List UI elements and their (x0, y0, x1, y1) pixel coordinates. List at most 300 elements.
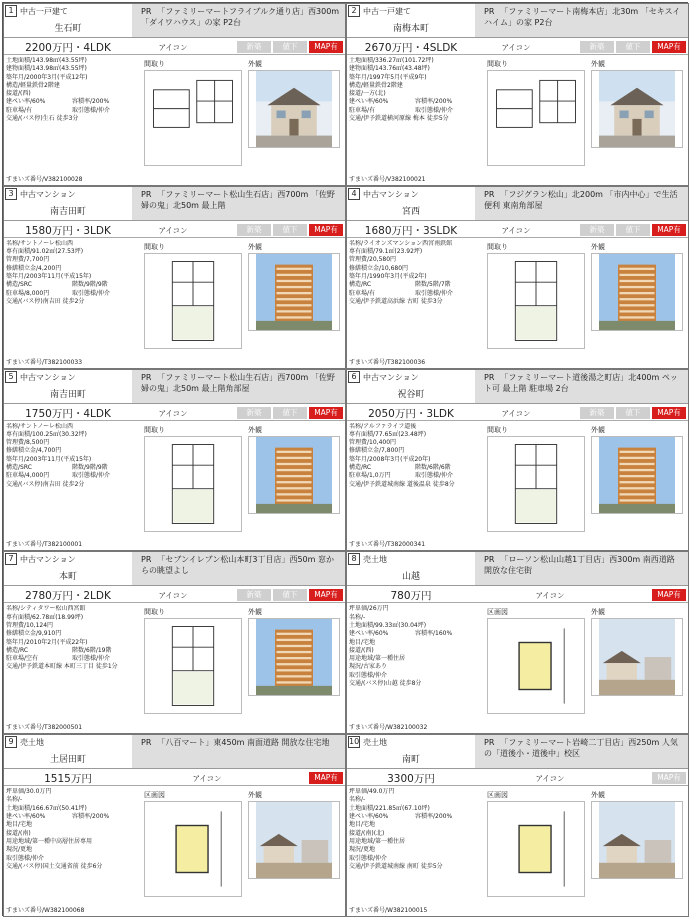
property-type: 売土地 (363, 738, 387, 748)
detail-row: 現況/古家あり (349, 663, 388, 671)
detail-row: 管理費/8,500円 (6, 439, 50, 447)
price-bar (347, 586, 688, 603)
detail-row (349, 98, 477, 106)
listing-header (347, 735, 688, 769)
exterior-label: 外観 (248, 608, 262, 617)
icon-label: アイコン (158, 43, 188, 52)
detail-value: 階数/9階/9階 (72, 464, 108, 472)
listing-card[interactable] (346, 551, 689, 734)
pr-label: PR (484, 738, 495, 748)
listing-card[interactable] (346, 734, 689, 917)
icon-label: アイコン (158, 408, 188, 418)
detail-row: 用途地域/第一種住居 (349, 655, 406, 663)
new-tag: 新築 (580, 41, 614, 53)
exterior-label: 外観 (591, 791, 605, 800)
exterior-photo[interactable] (248, 618, 340, 696)
detail-value: 駐車場/8,000円 (6, 289, 50, 297)
pr-label: PR (141, 372, 152, 382)
new-tag: 新築 (237, 407, 271, 419)
listing-header (4, 187, 345, 221)
property-details (6, 788, 134, 871)
detail-row: 交通/(バス停)山越 徒歩8分 (349, 680, 422, 688)
detail-row: 専有面積/62.78㎡(18.99坪) (6, 613, 84, 621)
price: 1515万円 (44, 773, 92, 786)
listing-number: 10 (349, 737, 360, 747)
exterior-label: 外観 (591, 425, 605, 434)
property-type: 中古マンション (363, 372, 419, 382)
price: 1680万円・3SLDK (364, 224, 458, 237)
pr-text (475, 4, 689, 37)
exterior-label: 外観 (248, 242, 262, 251)
detail-row: 築年月/2010年2月(平成22年) (6, 638, 88, 646)
listing-code: すまいズ番号/T382100033 (6, 358, 83, 366)
detail-row: 交通/伊予鉄道本町線 本町三丁目 徒歩1分 (6, 663, 118, 671)
exterior-photo[interactable] (248, 253, 340, 331)
listing-grid (2, 2, 688, 916)
pr-label: PR (141, 738, 152, 748)
detail-value: 建ぺい率/60% (349, 813, 389, 821)
price-bar (4, 221, 345, 238)
listing-header (347, 552, 688, 586)
exterior-photo[interactable] (591, 801, 683, 879)
detail-row (349, 290, 477, 298)
town-name: 山越 (401, 572, 420, 583)
listing-header (347, 187, 688, 221)
map-button[interactable]: MAP有 (652, 589, 686, 601)
tag-group (580, 407, 686, 419)
detail-value: 取引態様/仲介 (72, 289, 111, 297)
detail-value: 構造/RC (349, 464, 372, 472)
price: 2050万円・3LDK (368, 407, 454, 420)
floorplan-label: 間取り (144, 242, 165, 251)
price-bar (4, 769, 345, 786)
pr-text (132, 187, 346, 220)
detail-row: 土地面積/336.27㎡(101.72坪) (349, 57, 434, 64)
listing-header (347, 4, 688, 38)
listing-card[interactable] (3, 3, 346, 186)
detail-value: 建ぺい率/60% (6, 98, 46, 106)
property-type: 中古マンション (20, 189, 76, 199)
detail-row: 専有面積/91.02㎡(27.53坪) (6, 248, 84, 256)
tag-group (652, 589, 686, 601)
floorplan-image[interactable] (487, 253, 585, 349)
pr-label: PR (141, 7, 152, 16)
property-type: 中古一戸建て (20, 7, 68, 16)
detail-value: 階数/9階/9階 (72, 281, 108, 289)
map-button[interactable]: MAP有 (309, 772, 343, 784)
detail-row (6, 472, 134, 480)
listing-code: すまいズ番号/T382000501 (6, 724, 83, 732)
detail-row (6, 98, 134, 106)
detail-row: 交通/(バス停)南吉田 徒歩2分 (6, 297, 85, 305)
listing-number: 3 (5, 188, 17, 200)
exterior-label: 外観 (248, 60, 262, 68)
icon-label: アイコン (158, 591, 188, 601)
floorplan-image[interactable] (144, 70, 242, 166)
town-name: 祝谷町 (397, 389, 425, 400)
icon-label: アイコン (192, 774, 222, 784)
exterior-label: 外観 (248, 791, 262, 800)
detail-row: 取引態様/仲介 (6, 854, 45, 862)
detail-row: 名称/アルファライフ道後 (349, 422, 417, 430)
detail-row: 修繕積立金/9,910円 (6, 630, 62, 638)
pr-description: 「ファミリーマート岩崎二丁目店」西250m 人気の「道後小・道後中」校区 (484, 738, 678, 759)
pr-description: 「ファミリーマートフライブルク通り店」西300m 「ダイワハウス」の家 P2台 (141, 7, 340, 27)
floorplan-label: 間取り (144, 60, 165, 68)
detail-row: 名称/- (349, 613, 366, 621)
pr-text (475, 735, 689, 768)
listing-card[interactable] (346, 3, 689, 186)
pr-description: 「フジグラン松山」北200m 「市内中心」で生活便利 東南角部屋 (484, 189, 678, 210)
new-tag: 新築 (237, 224, 271, 236)
detail-row: 修繕積立金/10,680円 (349, 264, 409, 272)
detail-row (6, 281, 134, 289)
detail-value: 取引態様/仲介 (415, 106, 454, 114)
reduced-tag: 値下 (273, 589, 307, 601)
town-name: 南吉田町 (49, 206, 86, 217)
reduced-tag: 値下 (616, 224, 650, 236)
tag-group (237, 589, 343, 601)
listing-card[interactable] (3, 734, 346, 917)
price: 2780万円・2LDK (25, 590, 111, 603)
detail-row: 接道/(西) (6, 90, 31, 98)
pr-text (475, 370, 689, 403)
price-bar (347, 221, 688, 238)
detail-row: 築年月/2003年11月(平成15年) (6, 272, 92, 280)
listing-code: すまいズ番号/T382100036 (349, 358, 426, 366)
pr-description: 「ファミリーマート松山生石店」西700m 「佐野婦の鬼」北50m 最上階角部屋 (141, 372, 335, 393)
listing-code: すまいズ番号/V382100028 (6, 175, 83, 183)
exterior-photo[interactable] (591, 253, 683, 331)
listing-code: すまいズ番号/W382100068 (6, 906, 85, 914)
detail-value: 取引態様/仲介 (72, 655, 111, 663)
price-bar (347, 404, 688, 421)
detail-row: 取引態様/仲介 (349, 854, 388, 862)
property-details (6, 605, 134, 671)
town-name: 生石町 (54, 24, 82, 34)
map-button[interactable]: MAP有 (652, 772, 686, 784)
pr-label: PR (484, 555, 495, 565)
property-type: 売土地 (20, 738, 44, 748)
detail-row: 用途地域/第一種住居 (349, 837, 406, 845)
town-name: 南梅本町 (392, 24, 429, 34)
property-details (349, 57, 477, 123)
detail-value: 容積率/200% (72, 813, 110, 821)
detail-row: 名称/サントノーレ松山西 (6, 239, 74, 247)
pr-label: PR (141, 555, 152, 565)
detail-row: 修繕積立金/4,200円 (6, 264, 62, 272)
exterior-label: 外観 (591, 242, 605, 251)
property-details (6, 423, 134, 489)
pr-text (475, 187, 689, 220)
price-bar (4, 404, 345, 421)
price: 780万円 (390, 590, 432, 603)
detail-row: 築年月/1997年5月(平成9年) (349, 73, 427, 81)
price-bar (347, 38, 688, 55)
listing-number: 6 (348, 371, 360, 383)
listing-code: すまいズ番号/T382000341 (349, 541, 426, 549)
price: 3300万円 (387, 773, 435, 786)
detail-row: 建物面積/143.76㎡(43.48坪) (349, 65, 430, 73)
detail-row: 現況/更地 (349, 846, 376, 854)
detail-value: 容積率/160% (415, 630, 453, 638)
listing-header (4, 370, 345, 404)
detail-row: 管理費/10,400円 (349, 439, 397, 447)
listing-header (4, 552, 345, 586)
reduced-tag: 値下 (273, 407, 307, 419)
pr-text (132, 735, 346, 768)
detail-row: 修繕積立金/7,800円 (349, 447, 405, 455)
property-details (6, 240, 134, 306)
detail-value: 取引態様/仲介 (415, 472, 454, 480)
floorplan-image[interactable] (144, 253, 242, 349)
tag-group (652, 772, 686, 784)
map-button[interactable]: MAP有 (652, 41, 686, 53)
exterior-photo[interactable] (248, 70, 340, 148)
floorplan-label: 区画図 (487, 791, 508, 800)
pr-description: 「ファミリーマート松山生石店」西700m 「佐野婦の鬼」北50m 最上階 (141, 189, 335, 210)
pr-text (132, 4, 346, 37)
detail-row: 交通/伊予鉄道城南線 南町 徒歩5分 (349, 862, 443, 870)
floorplan-image[interactable] (487, 70, 585, 166)
detail-row: 交通/(バス停)国土交通省前 徒歩6分 (6, 862, 103, 870)
detail-value: 容積率/200% (415, 98, 453, 106)
pr-label: PR (484, 372, 495, 382)
detail-row: 名称/- (349, 796, 366, 804)
exterior-photo[interactable] (248, 436, 340, 514)
reduced-tag: 値下 (273, 224, 307, 236)
detail-row: 接道/(西) (349, 646, 374, 654)
town-name: 南吉田町 (49, 389, 86, 400)
property-type: 中古一戸建て (363, 7, 411, 16)
detail-row: 名称/シティタワー松山西宮館 (6, 605, 86, 613)
floorplan-label: 間取り (487, 425, 508, 434)
property-details (6, 57, 134, 123)
detail-row (6, 290, 134, 298)
detail-row: 名称/- (6, 796, 23, 804)
exterior-label: 外観 (248, 425, 262, 434)
property-type: 中古マンション (20, 372, 76, 382)
floorplan-image[interactable] (487, 801, 585, 897)
price: 1750万円・4LDK (25, 407, 111, 420)
detail-row: 土地面積/99.33㎡(30.04坪) (349, 621, 427, 629)
floorplan-image[interactable] (144, 618, 242, 714)
detail-row (349, 107, 477, 115)
detail-row: 交通/伊予鉄道高浜線 古町 徒歩3分 (349, 297, 443, 305)
new-tag: 新築 (580, 407, 614, 419)
detail-row: 管理費/10,124円 (6, 621, 54, 629)
detail-row: 土地面積/221.85㎡(67.10坪) (349, 804, 430, 812)
detail-value: 駐車場/有 (349, 289, 376, 297)
detail-row (6, 107, 134, 115)
listing-card[interactable] (3, 551, 346, 734)
reduced-tag: 値下 (273, 41, 307, 53)
detail-row: 交通/(バス停)南吉田 徒歩2分 (6, 480, 85, 488)
detail-value: 取引態様/仲介 (415, 289, 454, 297)
detail-row: 坪単価/30.0万円 (6, 788, 52, 796)
detail-value: 階数/6階/6階 (415, 464, 451, 472)
detail-row: 名称/サントノーレ松山西 (6, 422, 74, 430)
icon-label: アイコン (501, 43, 531, 52)
floorplan-label: 間取り (487, 60, 508, 68)
listing-card[interactable] (3, 186, 346, 369)
price-bar (347, 769, 688, 786)
listing-code: すまいズ番号/V382100021 (349, 175, 426, 183)
floorplan-image[interactable] (144, 436, 242, 532)
map-button[interactable]: MAP有 (309, 407, 343, 419)
listing-code: すまいズ番号/W382100015 (349, 906, 428, 914)
detail-row: 用途地域/第一種中高層住居専用 (6, 837, 93, 845)
detail-row: 坪単価/26万円 (349, 605, 389, 613)
reduced-tag: 値下 (616, 407, 650, 419)
icon-label: アイコン (501, 225, 531, 235)
detail-row: 築年月/2000年3月(平成12年) (6, 73, 88, 81)
map-button[interactable]: MAP有 (309, 224, 343, 236)
listing-header (4, 4, 345, 38)
price: 1580万円・3LDK (25, 224, 111, 237)
detail-row: 建物面積/143.98㎡(43.55坪) (6, 65, 87, 73)
listing-number: 9 (5, 736, 17, 748)
town-name: 土居田町 (49, 755, 86, 766)
detail-row: 修繕積立金/4,700円 (6, 447, 62, 455)
map-button[interactable]: MAP有 (652, 407, 686, 419)
listing-card[interactable] (346, 186, 689, 369)
detail-row: 構造/軽量鉄骨2階建 (6, 81, 60, 89)
detail-value: 容積率/200% (72, 98, 110, 106)
detail-row: 交通/伊予鉄道横河原線 梅本 徒歩5分 (349, 115, 449, 123)
exterior-label: 外観 (591, 60, 605, 68)
floorplan-label: 間取り (144, 608, 165, 617)
listing-header (4, 735, 345, 769)
detail-value: 構造/RC (6, 646, 29, 654)
listing-number: 2 (348, 5, 360, 17)
detail-row: 専有面積/79.1㎡(23.92坪) (349, 248, 423, 256)
new-tag: 新築 (580, 224, 614, 236)
town-name: 南町 (401, 755, 420, 766)
floorplan-label: 間取り (144, 425, 165, 434)
detail-value: 駐車場/1,0万円 (349, 472, 391, 480)
new-tag: 新築 (237, 41, 271, 53)
listing-card[interactable] (3, 369, 346, 552)
tag-group (237, 407, 343, 419)
detail-row: 名称/ライオンズマンション西宮南鉄館 (349, 239, 453, 247)
detail-row: 交通/伊予鉄道城南線 道後温泉 徒歩8分 (349, 480, 455, 488)
detail-value: 階数/6階/19階 (72, 646, 112, 654)
detail-row: 管理費/7,700円 (6, 256, 50, 264)
exterior-photo[interactable] (591, 618, 683, 696)
property-details (349, 423, 477, 489)
detail-value: 容積率/200% (415, 813, 453, 821)
listing-number: 5 (5, 371, 17, 383)
floorplan-image[interactable] (487, 618, 585, 714)
detail-row (349, 281, 477, 289)
price: 2200万円・4LDK (25, 42, 111, 54)
map-button[interactable]: MAP有 (309, 41, 343, 53)
icon-label: アイコン (158, 225, 188, 235)
listing-number: 8 (348, 553, 360, 565)
detail-row: 地目/宅地 (349, 821, 376, 829)
price-bar (4, 38, 345, 55)
detail-value: 取引態様/仲介 (72, 472, 111, 480)
map-button[interactable]: MAP有 (309, 589, 343, 601)
listing-number: 1 (5, 5, 17, 17)
detail-row: 坪単価/49.0万円 (349, 788, 395, 796)
pr-label: PR (484, 7, 495, 16)
pr-description: 「ローソン松山山越1丁目店」西300m 南西道路 開放な住宅街 (484, 555, 675, 576)
floorplan-label: 区画図 (487, 608, 508, 617)
detail-value: 建ぺい率/60% (349, 98, 389, 106)
detail-value: 駐車場/4,000円 (6, 472, 50, 480)
detail-row: 取引態様/仲介 (349, 671, 388, 679)
detail-row: 交通/(バス停)生石 徒歩3分 (6, 115, 79, 123)
property-type: 中古マンション (20, 555, 76, 565)
listing-number: 4 (348, 188, 360, 200)
property-type: 中古マンション (363, 189, 419, 199)
detail-row: 接道/一方(北) (349, 90, 386, 98)
detail-value: 構造/RC (349, 281, 372, 289)
detail-row: 土地面積/166.67㎡(50.41坪) (6, 804, 87, 812)
tag-group (309, 772, 343, 784)
exterior-label: 外観 (591, 608, 605, 617)
price-bar (4, 586, 345, 603)
listing-number: 7 (5, 553, 17, 565)
detail-row: 築年月/1990年3月(平成2年) (349, 272, 427, 280)
listing-code: すまいズ番号/T382100001 (6, 541, 83, 549)
floorplan-image[interactable] (144, 801, 242, 897)
detail-value: 取引態様/仲介 (72, 106, 111, 114)
detail-row: 接道/(南)(北) (349, 829, 385, 837)
pr-label: PR (484, 189, 495, 199)
reduced-tag: 値下 (616, 41, 650, 53)
detail-row: 専有面積/100.25㎡(30.32坪) (6, 430, 87, 438)
floorplan-label: 間取り (487, 242, 508, 251)
tag-group (580, 41, 686, 53)
town-name: 宮西 (401, 206, 420, 217)
pr-description: 「ファミリーマート道後湯之町店」北400m ペット可 最上階 駐車場 2台 (484, 372, 678, 393)
new-tag: 新築 (237, 589, 271, 601)
pr-label: PR (141, 189, 152, 199)
detail-row (349, 630, 477, 638)
detail-row (6, 647, 134, 655)
icon-label: アイコン (535, 774, 565, 784)
detail-row: 管理費/20,580円 (349, 256, 397, 264)
detail-row: 現況/更地 (6, 846, 33, 854)
detail-value: 建ぺい率/60% (349, 630, 389, 638)
exterior-photo[interactable] (248, 801, 340, 879)
floorplan-label: 区画図 (144, 791, 165, 800)
icon-label: アイコン (501, 408, 531, 418)
pr-text (132, 370, 346, 403)
detail-value: 建ぺい率/60% (6, 813, 46, 821)
pr-text (132, 552, 346, 585)
exterior-photo[interactable] (591, 70, 683, 148)
detail-row: 土地面積/143.98㎡(43.55坪) (6, 57, 87, 64)
detail-value: 階数/5階/7階 (415, 281, 451, 289)
listing-card[interactable] (346, 369, 689, 552)
property-type: 売土地 (363, 555, 387, 565)
map-button[interactable]: MAP有 (652, 224, 686, 236)
floorplan-image[interactable] (487, 436, 585, 532)
detail-value: 駐車場/空有 (6, 655, 39, 663)
property-details (349, 788, 477, 871)
detail-value: 構造/SRC (6, 464, 32, 472)
property-details (349, 240, 477, 306)
icon-label: アイコン (535, 591, 565, 601)
detail-row: 専有面積/77.65㎡(23.48坪) (349, 430, 427, 438)
exterior-photo[interactable] (591, 436, 683, 514)
detail-row (349, 472, 477, 480)
listing-code: すまいズ番号/W382100032 (349, 724, 428, 732)
